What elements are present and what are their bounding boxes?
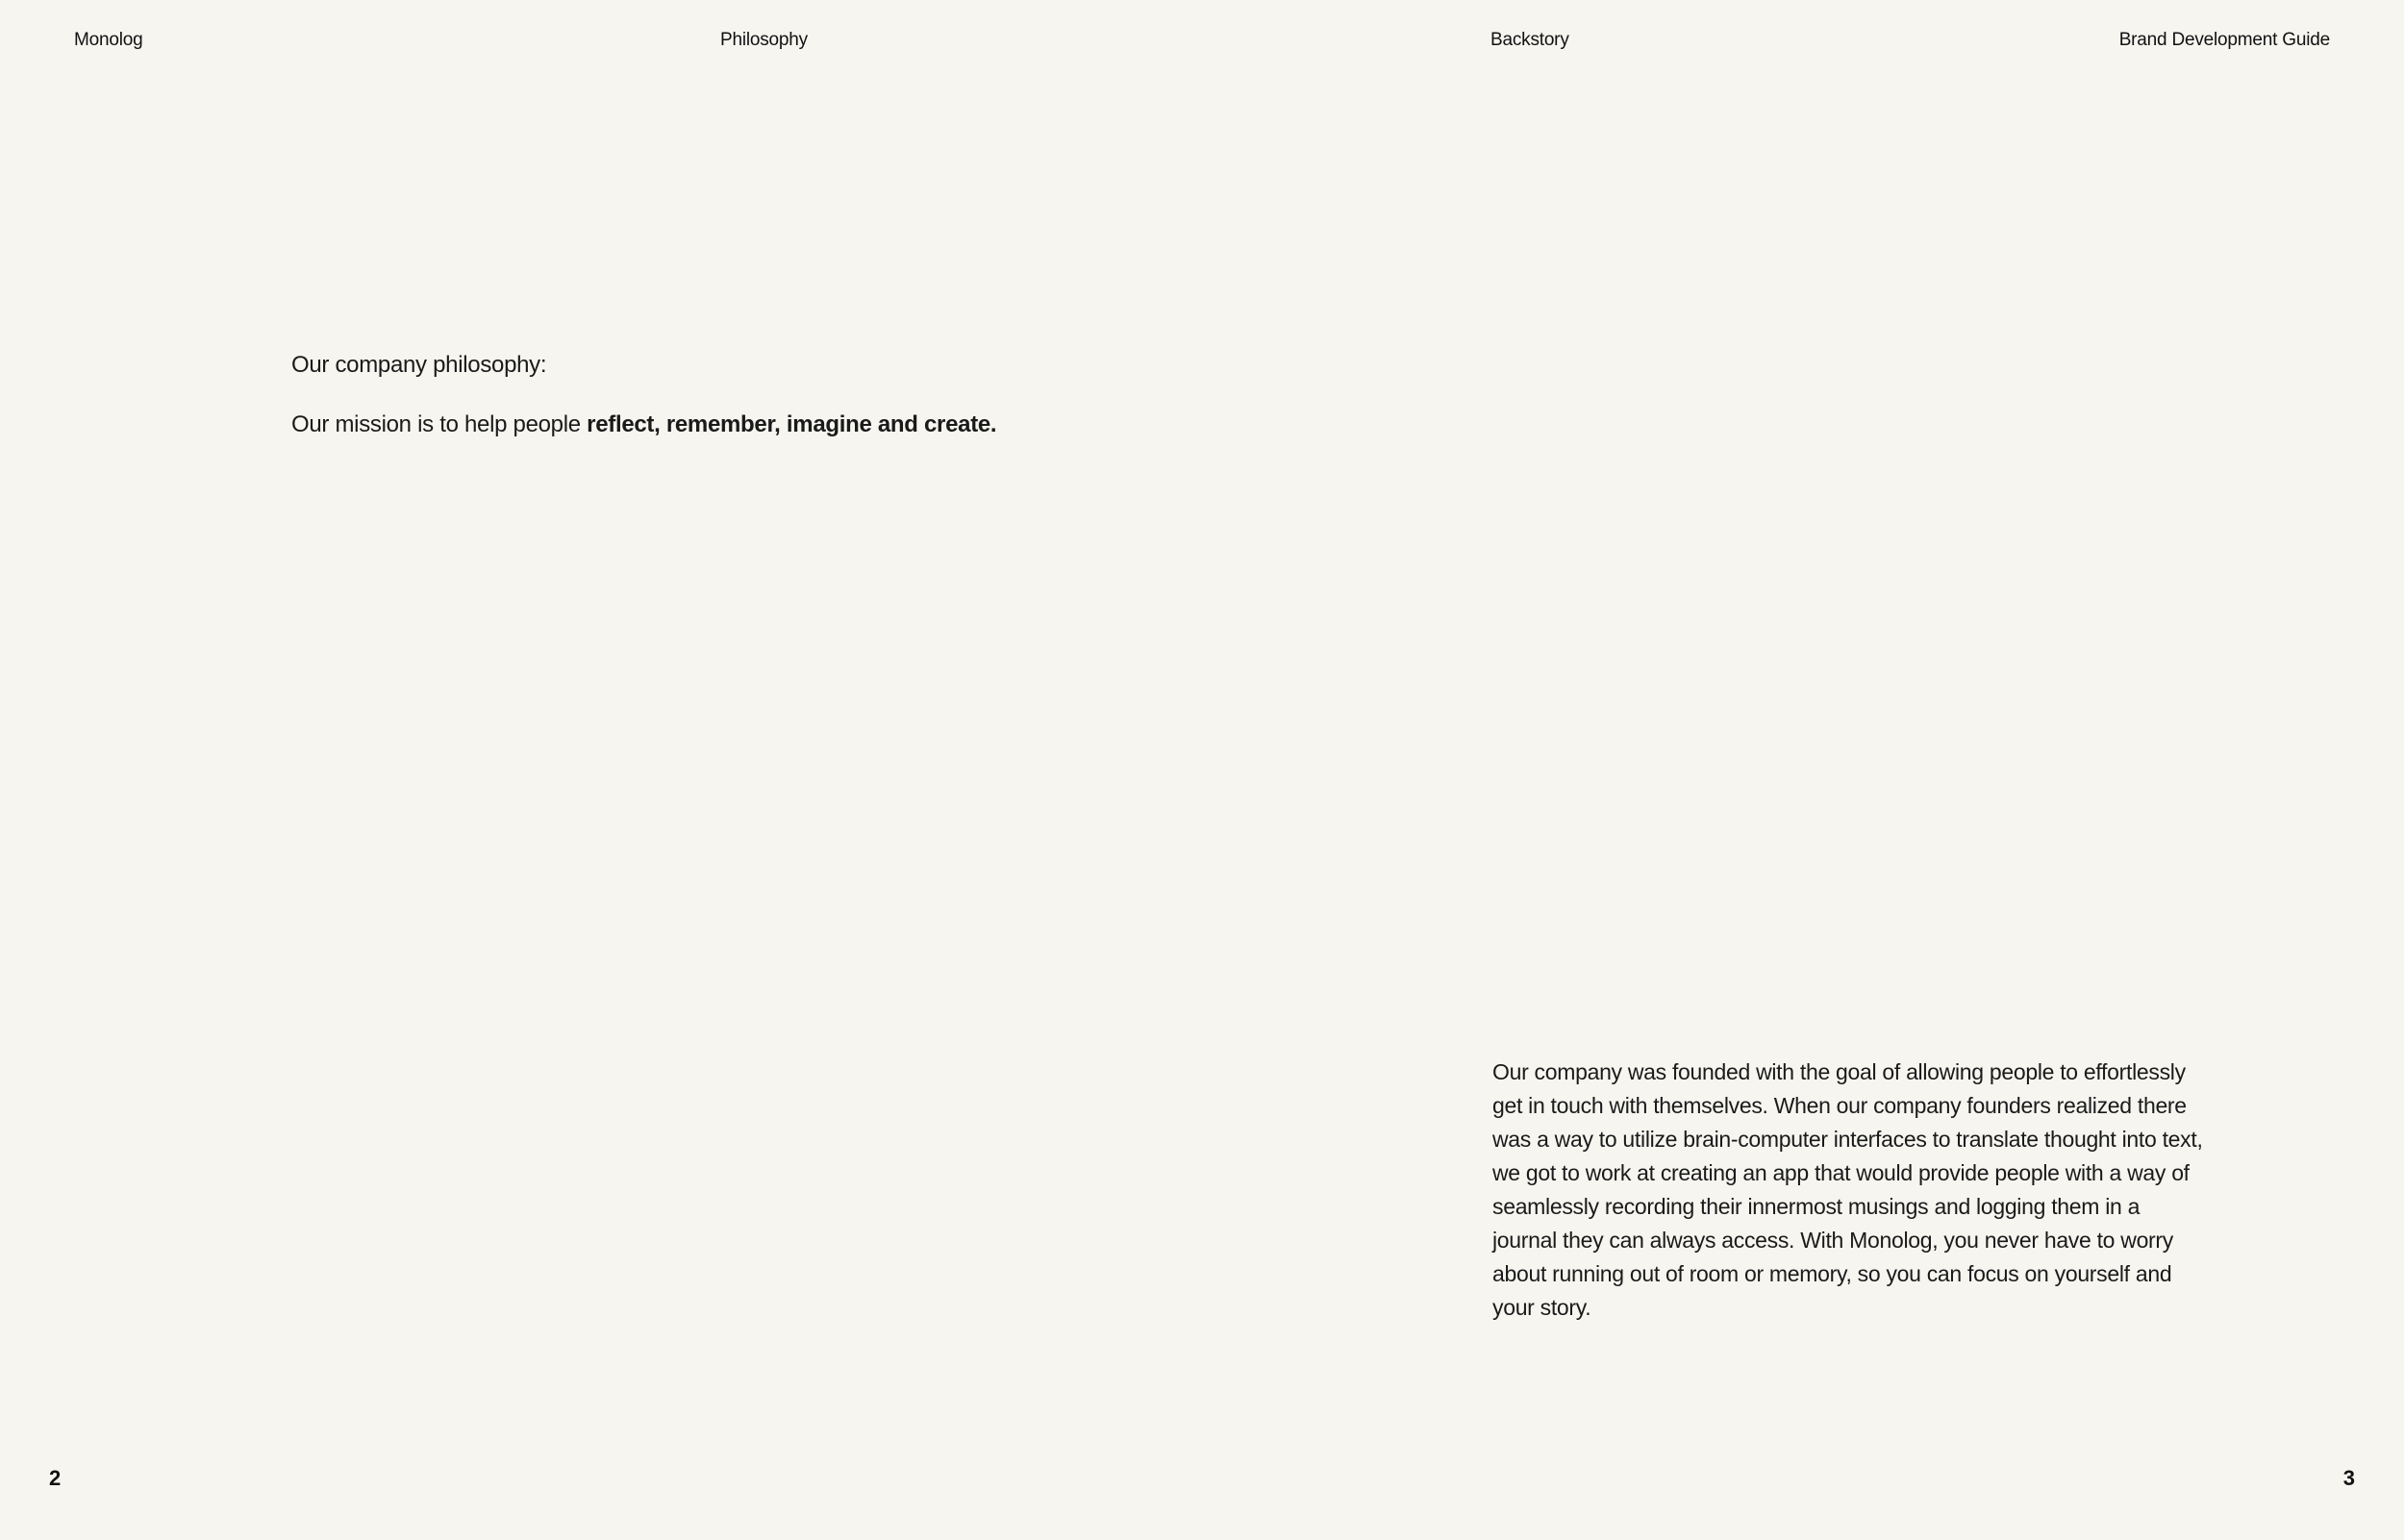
brand-label: Monolog — [74, 30, 143, 50]
document-title: Brand Development Guide — [2118, 30, 2330, 50]
philosophy-block — [291, 349, 996, 441]
mission-prefix: Our mission is to help people — [291, 411, 588, 437]
philosophy-heading: Our company philosophy: — [291, 352, 547, 378]
backstory-paragraph: Our company was founded with the goal of allowing people to effortlessly get in touch with themselves. When our company founders realized there was a way to utilize brain-computer interfaces to translate thought into text, we got to work at creating an app that would provide people with a way of seamlessly recording their innermost musings and logging them in a journal they can always access. With Monolog, you never have to worry about running out of room or memory, so you can focus on yourself and your story. — [1492, 1059, 2203, 1320]
page-number-left: 2 — [49, 1466, 62, 1490]
page-number-right: 3 — [2342, 1466, 2355, 1490]
mission-emphasis: reflect, remember, imagine and create. — [587, 411, 997, 437]
section-label-philosophy: Philosophy — [720, 30, 808, 50]
section-label-backstory: Backstory — [1490, 30, 1569, 50]
mission-statement — [291, 409, 996, 441]
